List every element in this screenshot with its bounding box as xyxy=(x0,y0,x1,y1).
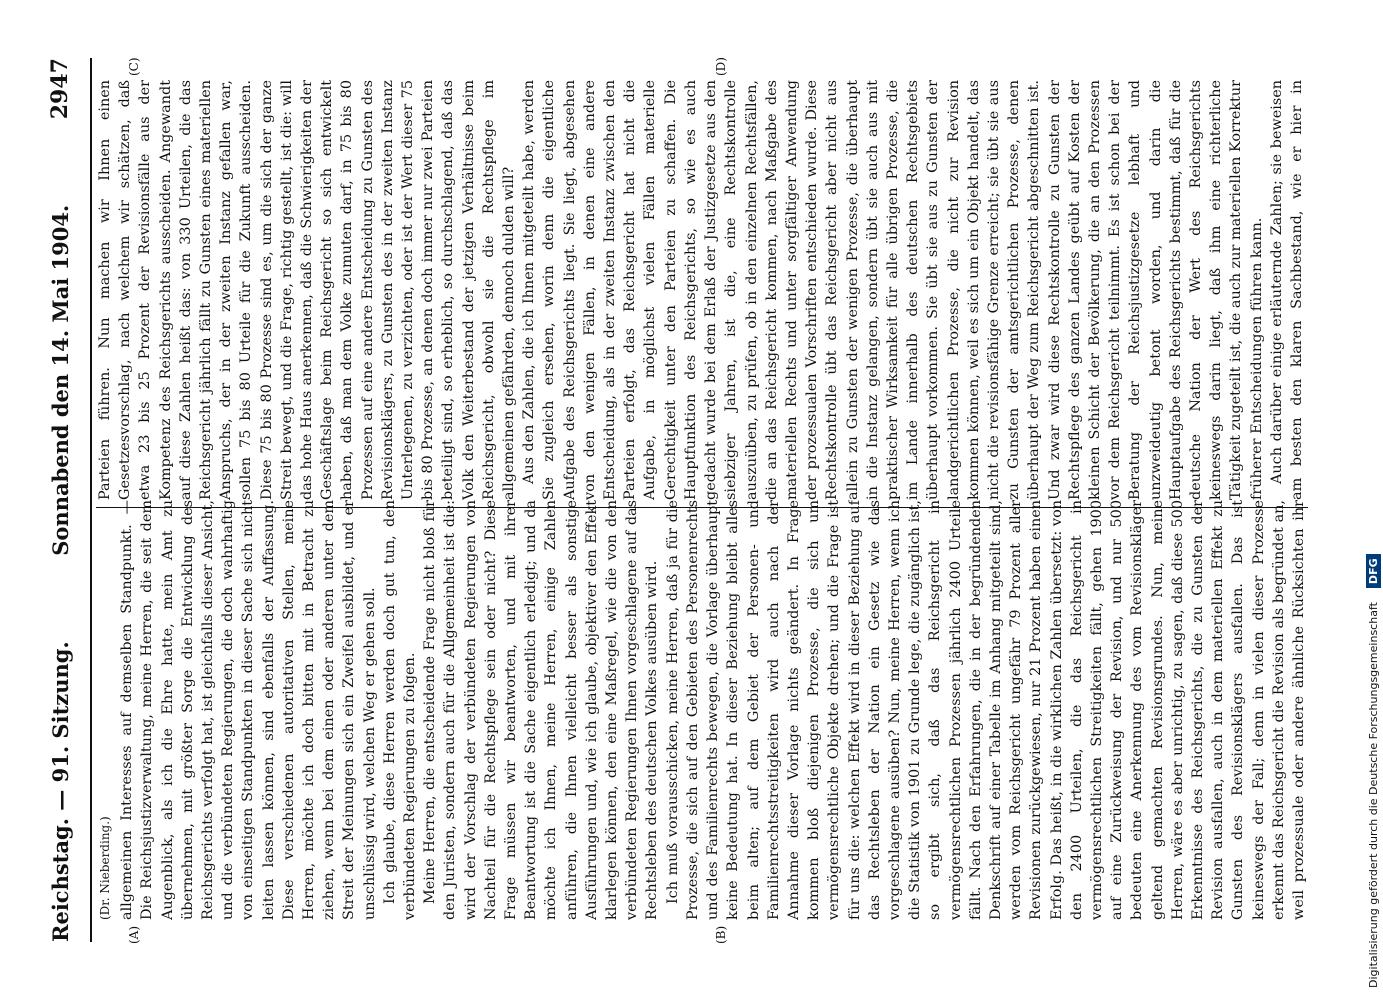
column-divider xyxy=(96,507,1308,508)
dfg-logo: DFG xyxy=(1366,554,1381,588)
paragraph: Parteien führen. Nun machen wir Ihnen einen Gesetzesvorschlag, nach welchem wir schätzen, daß etwa 23 bis 25 Prozent der Revisionsfälle aus der Kompetenz des Reichsgerichts ausscheiden. Angewandt auf diese Zahlen heißt das: von 330 Urteilen, die das Reichsgericht jährlich fällt zu Gunsten eines materiellen Anspruchs, der in der zweiten Instanz gefallen war, sollen 75 bis 80 Urteile für die Zukunft ausscheiden. Diese 75 bis 80 Prozesse sind es, um die sich der ganze Streit bewegt, und die Frage, richtig gestellt, ist die: will das hohe Haus anerkennen, daß die Schwierigkeiten der Geschäftslage beim Reichsgericht so sich entwickelt haben, daß man dem Volke zumuten darf, in 75 bis 80 Prozessen auf eine andere Entscheidung zu Gunsten des Revisionsklägers, zu Gunsten des in der zweiten Instanz Unterlegenen, zu verzichten, oder ist der Wert dieser 75 bis 80 Prozesse, an denen doch immer nur zwei Parteien beteiligt sind, so erheblich, so durchschlagend, daß das Volk den Weiterbestand der jetzigen Verhältnisse beim Reichsgericht, obwohl sie die Rechtspflege im allgemeinen gefährden, dennoch dulden will? xyxy=(97,80,518,500)
margin-marker-b: (B) xyxy=(714,925,728,944)
paragraph: Meine Herren, die entscheidende Frage nicht bloß für den Juristen, sondern auch für die Allgemeinheit ist die: wird der Vorschlag der verbündeten Regierungen von Nachteil für die Rechtspflege sein oder nicht? Diese Frage müssen wir beantworten, und mit ihrer Beantwortung ist die Sache eigentlich erledigt; und da möchte ich Ihnen, meine Herren, einige Zahlen anführen, die Ihnen vielleicht besser als sonstige Ausführungen und, wie ich glaube, objektiver den Effekt klarlegen können, den eine Maßregel, wie die von den verbündeten Regierungen Ihnen vorgeschlagene auf das Rechtsleben des deutschen Volkes ausüben wird. xyxy=(422,500,661,920)
header-center: Sonnabend den 14. Mai 1904. xyxy=(47,204,73,556)
paragraph: Ich muß vorausschicken, meine Herren, daß ja für die Prozesse, die sich auf den Gebieten des Personenrechts und des Familienrechts bewegen, die Vorlage überhaupt keine Bedeutung hat. In dieser Beziehung bleibt alles beim alten; auf dem Gebiet der Personen- und Familienrechtsstreitigkeiten wird auch nach der Annahme dieser Vorlage nichts geändert. In Frage kommen bloß diejenigen Prozesse, die sich um vermögensrechtliche Objekte drehen; und die Frage ist für uns die: welchen Effekt wird in dieser Beziehung auf das Rechtsleben der Nation ein Gesetz wie das vorgeschlagene ausüben? Nun, meine Herren, wenn ich die Statistik von 1901 zu Grunde lege, die zugänglich ist, so ergibt sich, daß das Reichsgericht in vermögensrechtlichen Prozessen jährlich 2400 Urteile fällt. Nach den Erfahrungen, die in der begründenden Denkschrift auf einer Tabelle im Anhang mitgeteilt sind, werden vom Reichsgericht ungefähr 79 Prozent aller Revisionen zurückgewiesen, nur 21 Prozent haben einen Erfolg. Das heißt, in die wirklichen Zahlen übersetzt: von den 2400 Urteilen, die das Reichsgericht in vermögensrechtlichen Streitigkeiten fällt, gehen 1900 auf eine Zurückweisung der Revision, und nur 500 bedeuten eine Anerkennung des vom Revisionskläger geltend gemachten Revisionsgrundes. Nun, meine Herren, wäre es aber unrichtig, zu sagen, daß diese 500 Erkenntnisse des Reichsgerichts, die zu Gunsten der Revision ausfallen, auch in dem materiellen Effekt zu Gunsten des Revisionsklägers ausfallen. Das ist keineswegs der Fall; denn in vielen dieser Prozesse erkennt das Reichsgericht die Revision als begründet an, weil prozessuale oder andere ähnliche Rücksichten ihr xyxy=(664,500,1307,920)
paragraph: allgemeinen Interesses auf demselben Standpunkt. — Die Reichsjustizverwaltung, meine Herren, die seit dem Augenblick, als ich die Ehre hatte, mein Amt zu übernehmen, mit größter Sorge die Entwicklung des Reichsgerichts verfolgt hat, ist gleichfalls dieser Ansicht, und die verbündeten Regierungen, die doch wahrhaftig von einseitigen Standpunkten in dieser Sache sich nicht leiten lassen können, sind ebenfalls der Auffassung. Diese verschiedenen autoritativen Stellen, meine Herren, möchte ich doch bitten mit in Betracht zu ziehen, wenn bei dem einen oder anderen unter dem Streit der Meinungen sich ein Zweifel ausbildet, und er unschlüssig wird, welchen Weg er gehen soll. xyxy=(119,500,378,920)
margin-marker-a: (A) xyxy=(127,925,141,944)
speaker-note: (Dr. Nieberding.) xyxy=(98,816,112,920)
margin-marker-c: (C) xyxy=(127,57,141,76)
sidebar-credit-text: Digitalisierung gefördert durch die Deutsche Forschungsgemeinschaft xyxy=(1366,602,1380,988)
page-header xyxy=(40,58,80,942)
page-number: 2947 xyxy=(47,58,73,120)
left-column xyxy=(95,500,1310,920)
paragraph: Aus den Zahlen, die ich Ihnen mitgeteilt habe, werden Sie zugleich ersehen, worin denn die eigentliche Aufgabe des Reichsgerichts liegt. Sie liegt, abgesehen von den wenigen Fällen, in denen eine andere Entscheidung, als in der zweiten Instanz zwischen den Parteien erfolgt, das Reichsgericht hat nicht die Aufgabe, in möglichst vielen Fällen materielle Gerechtigkeit unter den Parteien zu schaffen. Die Hauptfunktion des Reichsgerichts, so wie es auch gedacht wurde bei dem Erlaß der Justizgesetze aus den siebziger Jahren, ist die, eine Rechtskontrolle auszuüben, zu prüfen, ob in den einzelnen Rechtsfällen, die an das Reichsgericht kommen, nach Maßgabe des materiellen Rechts und unter sorgfältiger Anwendung der prozessualen Vorschriften entschieden wurde. Diese Rechtskontrolle übt das Reichsgericht aber nicht aus allein zu Gunsten der wenigen Prozesse, die überhaupt in die Instanz gelangen, sondern übt sie auch aus mit praktischer Wirksamkeit für alle übrigen Prozesse, die im Lande innerhalb des deutschen Rechtsgebiets überhaupt vorkommen. Sie übt sie aus zu Gunsten der landgerichtlichen Prozesse, die nicht zur Revision kommen können, weil es sich um ein Objekt handelt, das nicht die revisionsfähige Grenze erreicht; sie übt sie aus zu Gunsten der amtsgerichtlichen Prozesse, denen überhaupt der Weg zum Reichsgericht abgeschnitten ist. Und zwar wird diese Rechtskontrolle zu Gunsten der Rechtspflege des ganzen Landes geübt auf Kosten der kleinen Schicht der Bevölkerung, die an den Prozessen vor dem Reichsgericht teilnimmt. Es ist schon bei der Beratung der Reichsjustizgesetze lebhaft und unzweideutig betont worden, und darin die Hauptaufgabe des Reichsgerichts bestimmt, daß für die deutsche Nation der Wert des Reichsgerichts keineswegs darin liegt, daß ihm eine richterliche Tätigkeit zugeteilt ist, die auch zur materiellen Korrektur früherer Entscheidungen führen kann. xyxy=(521,80,1265,500)
paragraph: Ich glaube, diese Herren werden doch gut tun, den verbündeten Regierungen zu folgen. xyxy=(381,500,419,920)
header-rule xyxy=(90,58,92,942)
paragraph: Auch darüber einige erläuternde Zahlen; sie beweisen am besten den klaren Sachbestand, wie er hier in xyxy=(1268,80,1305,500)
header-left: Reichstag. — 91. Sitzung. xyxy=(47,641,73,942)
margin-marker-d: (D) xyxy=(714,57,728,76)
digitization-sidebar xyxy=(1362,8,1383,988)
right-column xyxy=(95,80,1310,500)
